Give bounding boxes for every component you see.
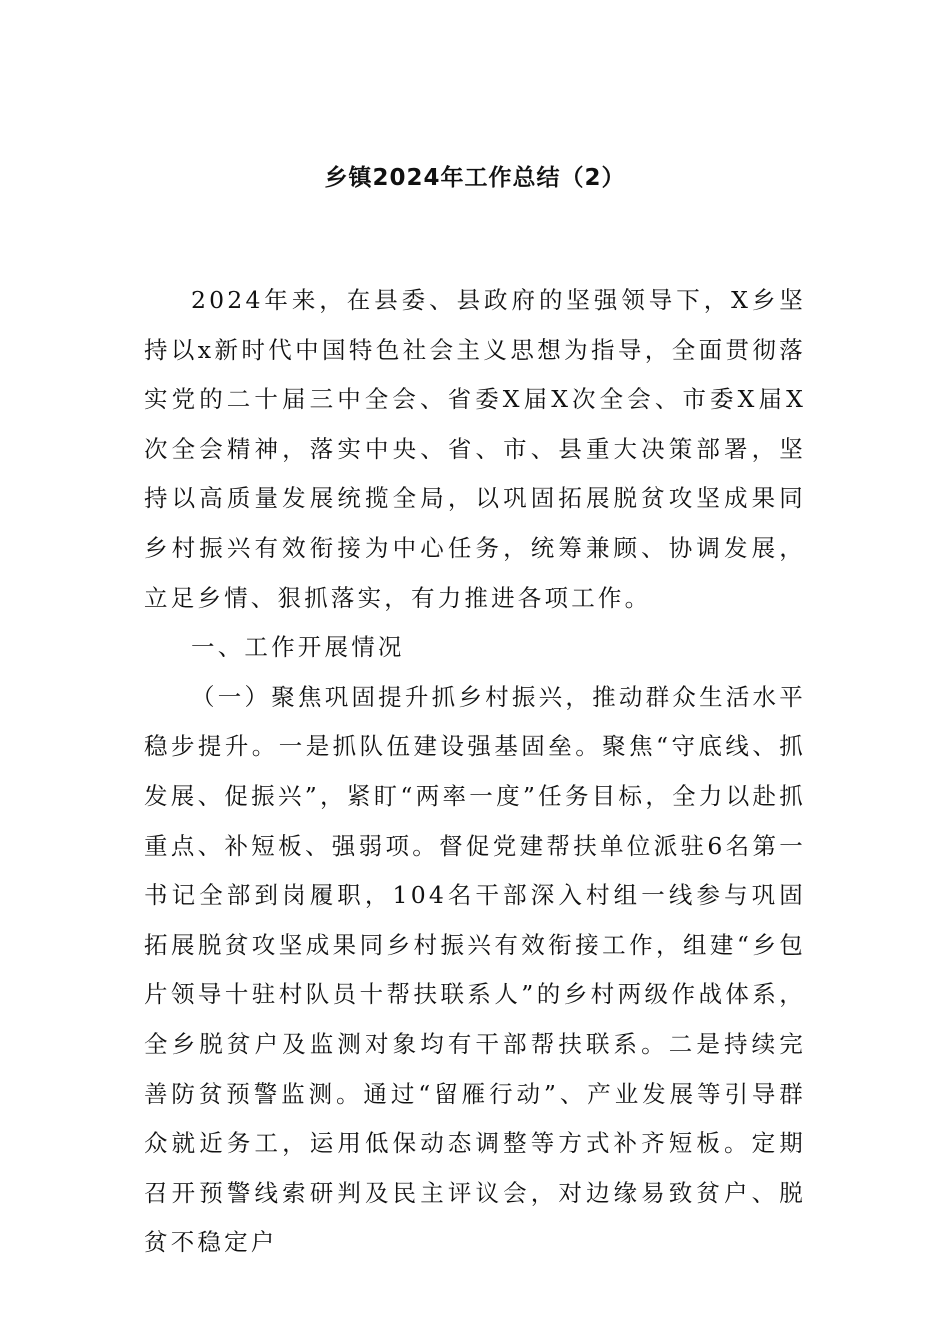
- document-title: 乡镇2024年工作总结（2）: [324, 165, 626, 191]
- document-body: [144, 276, 806, 1268]
- intro-paragraph: 2024年来，在县委、县政府的坚强领导下，X乡坚持以x新时代中国特色社会主义思想为指导，全面贯彻落实党的二十届三中全会、省委X届X次全会、市委X届X次全会精神，落实中央、省、市、县重大决策部署，坚持以高质量发展统揽全局，以巩固拓展脱贫攻坚成果同乡村振兴有效衔接为中心任务，统筹兼顾、协调发展，立足乡情、狠抓落实，有力推进各项工作。: [144, 286, 806, 612]
- section-heading: 一、工作开展情况: [191, 633, 405, 662]
- section-paragraph: （一）聚焦巩固提升抓乡村振兴，推动群众生活水平稳步提升。一是抓队伍建设强基固垒。聚焦“守底线、抓发展、促振兴”，紧盯“两率一度”任务目标，全力以赴抓重点、补短板、强弱项。督促党建帮扶单位派驻6名第一书记全部到岗履职，104名干部深入村组一线参与巩固拓展脱贫攻坚成果同乡村振兴有效衔接工作，组建“乡包片领导十驻村队员十帮扶联系人”的乡村两级作战体系，全乡脱贫户及监测对象均有干部帮扶联系。二是持续完善防贫预警监测。通过“留雁行动”、产业发展等引导群众就近务工，运用低保动态调整等方式补齐短板。定期召开预警线索研判及民主评议会，对边缘易致贫户、脱贫不稳定户: [144, 682, 806, 1257]
